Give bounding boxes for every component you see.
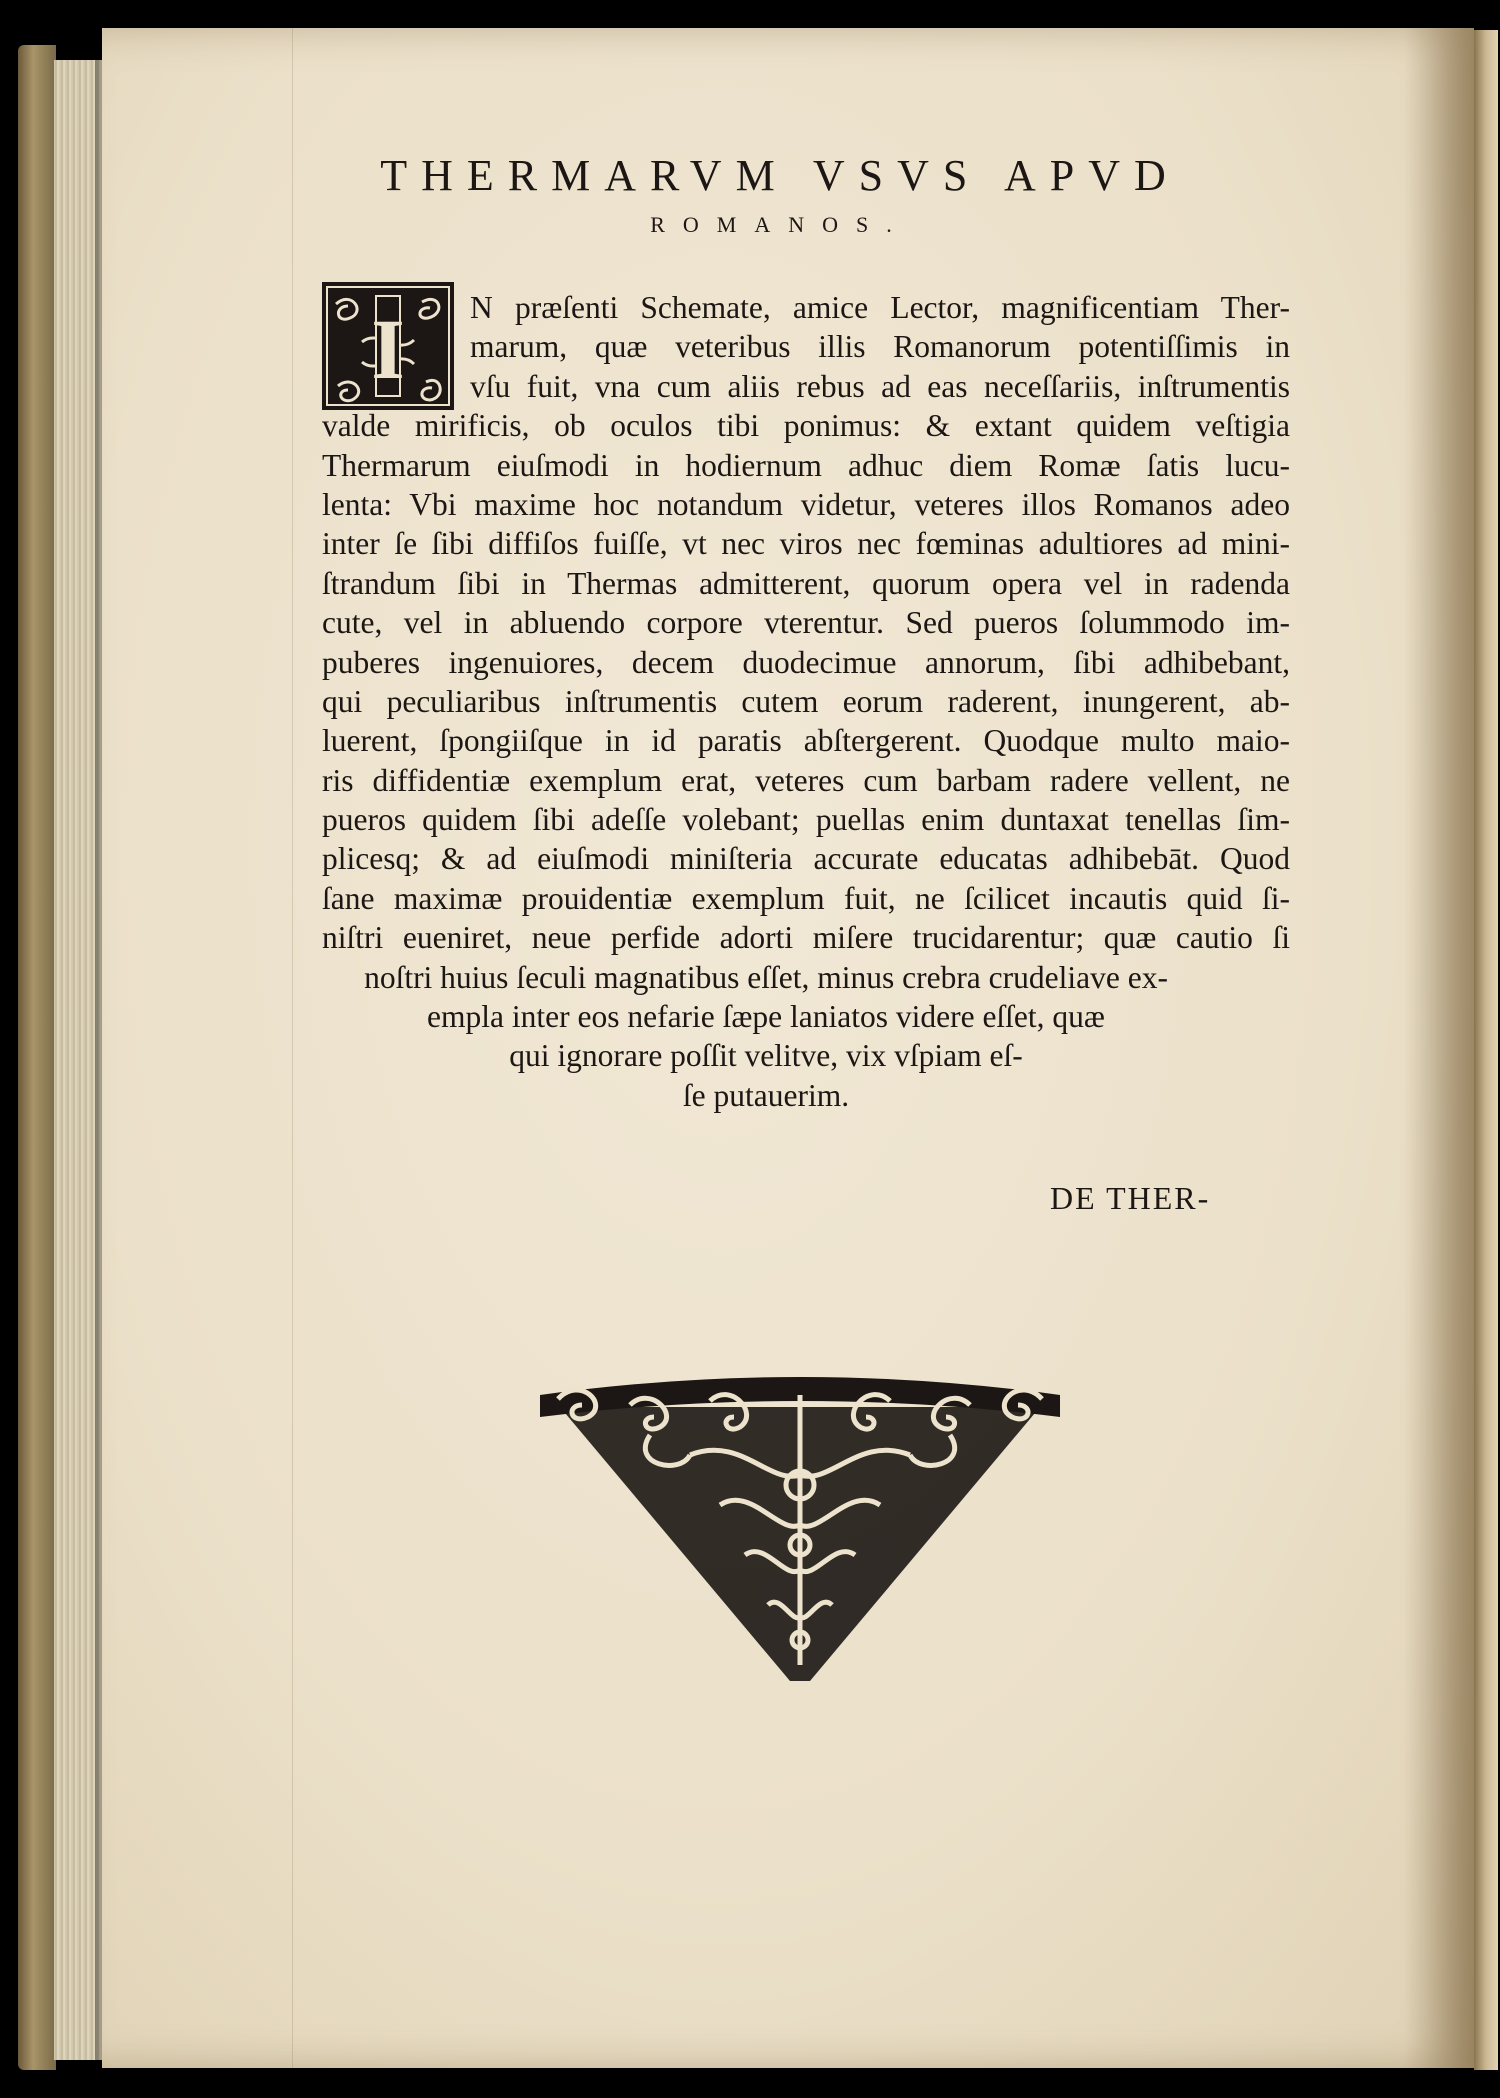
text-line: ſane maximæ prouidentiæ exemplum fuit, ne ſcilicet incautis quid ſi-	[322, 880, 1290, 916]
book-binding-edge	[18, 45, 56, 2070]
gutter-shadow	[1404, 28, 1474, 2068]
text-line: ris diffidentiæ exemplum erat, veteres cum barbam radere vellent, ne	[322, 762, 1290, 798]
text-line: inter ſe ſibi diffiſos fuiſſe, vt nec viros nec fœminas adultiores ad mini-	[322, 526, 1290, 562]
text-line: puberes ingenuiores, decem duodecimue annorum, ſibi adhibebant,	[322, 644, 1290, 680]
running-title: THERMARVM VSVS APVD	[380, 151, 1180, 200]
text-line: pueros quidem ſibi adeſſe volebant; puellas enim duntaxat tenellas ſim-	[322, 802, 1290, 838]
facing-page-edge	[1474, 30, 1498, 2070]
text-line: plicesq; & ad eiuſmodi miniſteria accurate educatas adhibebāt. Quod	[322, 841, 1290, 877]
body-text	[322, 288, 1290, 1115]
text-line: niſtri eueniret, neue perfide adorti miſere trucidarentur; quæ cautio ſi	[322, 920, 1290, 956]
running-subtitle: ROMANOS.	[650, 212, 910, 237]
text-line: empla inter eos nefarie ſæpe laniatos videre eſſet, quæ	[427, 999, 1105, 1035]
catchword: DE THER-	[1050, 1180, 1211, 1216]
text-line: noſtri huius ſeculi magnatibus eſſet, minus crebra crudeliave ex-	[364, 959, 1168, 995]
text-line: luerent, ſpongiiſque in id paratis abſtergerent. Quodque multo maio-	[322, 723, 1290, 759]
text-line: vſu fuit, vna cum aliis rebus ad eas neceſſariis, inſtrumentis	[470, 368, 1290, 404]
text-line: lenta: Vbi maxime hoc notandum videtur, veteres illos Romanos adeo	[322, 486, 1290, 522]
text-line: cute, vel in abluendo corpore vterentur. Sed pueros ſolummodo im-	[322, 605, 1290, 641]
text-line: marum, quæ veteribus illis Romanorum potentiſſimis in	[470, 329, 1290, 365]
text-line: ſtrandum ſibi in Thermas admitterent, quorum opera vel in radenda	[322, 565, 1290, 601]
text-line: ſe putauerim.	[682, 1077, 850, 1113]
text-line: valde mirificis, ob oculos tibi ponimus: & extant quidem veſtigia	[322, 408, 1290, 444]
text-line: N præſenti Schemate, amice Lector, magnificentiam Ther-	[470, 290, 1290, 325]
tailpiece-ornament	[540, 1365, 1060, 1685]
text-line: qui ignorare poſſit velitve, vix vſpiam eſ-	[509, 1038, 1023, 1074]
text-line: qui peculiaribus inſtrumentis cutem eorum raderent, inungerent, ab-	[322, 683, 1290, 719]
drop-cap-letter: I	[371, 301, 405, 397]
text-line: Thermarum eiuſmodi in hodiernum adhuc diem Romæ ſatis lucu-	[322, 447, 1290, 483]
